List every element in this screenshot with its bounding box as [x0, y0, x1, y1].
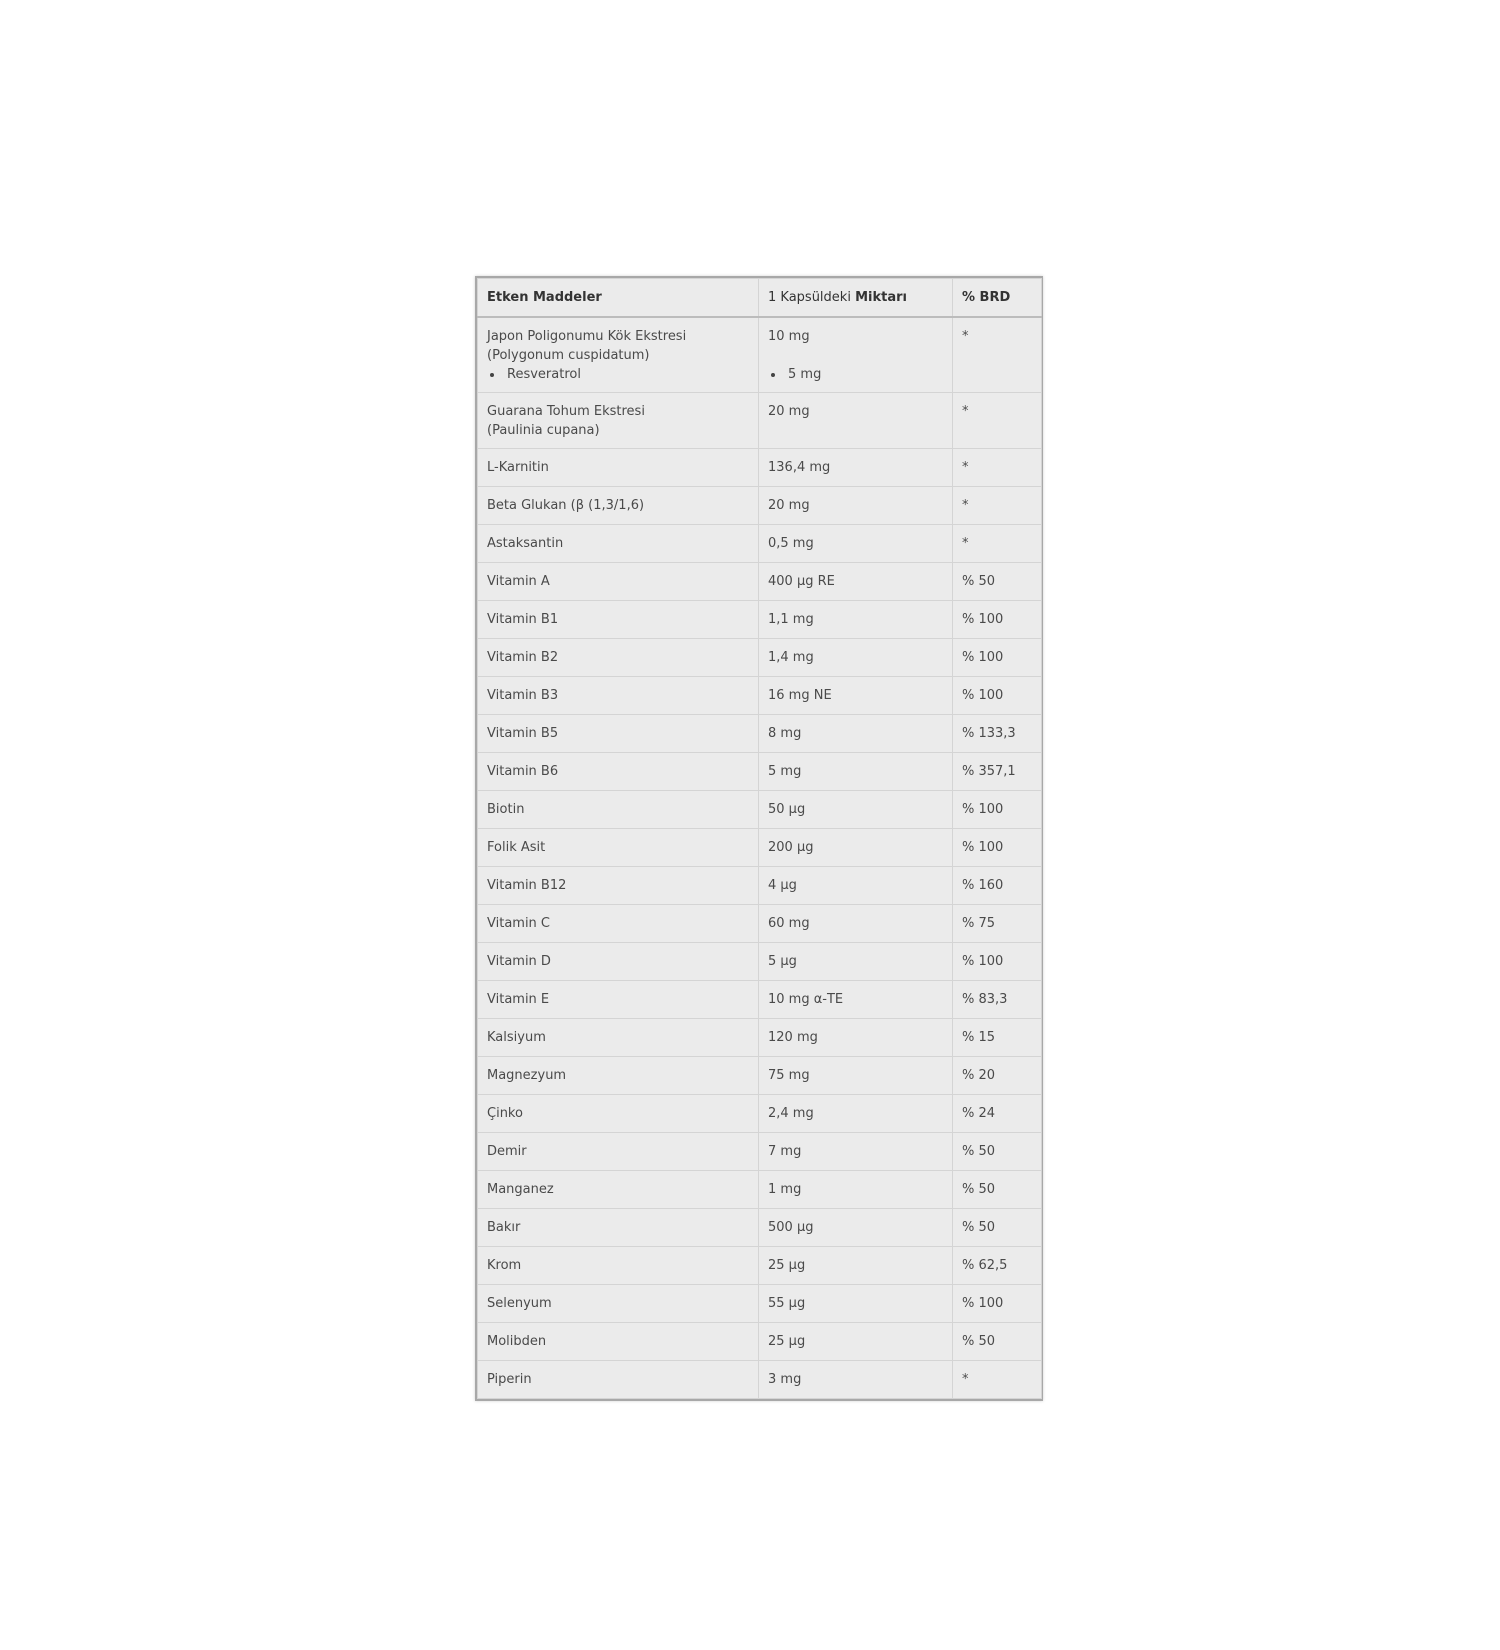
rda-cell: % 100 — [953, 943, 1042, 981]
ingredient-latin-name: (Polygonum cuspidatum) — [487, 348, 650, 363]
table-row — [478, 867, 1042, 905]
table-row — [478, 943, 1042, 981]
ingredient-cell: Folik Asit — [478, 829, 759, 867]
amount-cell: 55 µg — [759, 1285, 953, 1323]
table-row — [478, 677, 1042, 715]
rda-cell: * — [953, 1361, 1042, 1399]
table-row — [478, 1285, 1042, 1323]
amount-cell: 16 mg NE — [759, 677, 953, 715]
amount-value: 10 mg — [768, 329, 810, 344]
ingredient-cell: Piperin — [478, 1361, 759, 1399]
rda-cell: % 50 — [953, 1209, 1042, 1247]
table-row — [478, 317, 1042, 393]
table-row — [478, 905, 1042, 943]
amount-cell: 1 mg — [759, 1171, 953, 1209]
ingredient-cell: Magnezyum — [478, 1057, 759, 1095]
amount-cell: 60 mg — [759, 905, 953, 943]
amount-cell: 25 µg — [759, 1323, 953, 1361]
amount-cell: 7 mg — [759, 1133, 953, 1171]
rda-cell: % 100 — [953, 677, 1042, 715]
ingredient-cell: Molibden — [478, 1323, 759, 1361]
amount-cell: 0,5 mg — [759, 525, 953, 563]
amount-cell: 5 µg — [759, 943, 953, 981]
ingredient-cell: Vitamin B6 — [478, 753, 759, 791]
table-row — [478, 1133, 1042, 1171]
rda-cell: % 133,3 — [953, 715, 1042, 753]
rda-cell: % 100 — [953, 601, 1042, 639]
amount-cell: 1,1 mg — [759, 601, 953, 639]
ingredient-cell: Vitamin A — [478, 563, 759, 601]
table-row — [478, 639, 1042, 677]
amount-cell: 4 µg — [759, 867, 953, 905]
amount-cell: 500 µg — [759, 1209, 953, 1247]
ingredient-cell: Vitamin B5 — [478, 715, 759, 753]
ingredients-table-container — [475, 276, 1043, 1401]
table-row — [478, 563, 1042, 601]
rda-cell: % 20 — [953, 1057, 1042, 1095]
rda-cell: % 160 — [953, 867, 1042, 905]
ingredient-name: Japon Poligonumu Kök Ekstresi — [487, 329, 687, 344]
ingredient-cell: Vitamin C — [478, 905, 759, 943]
table-row — [478, 449, 1042, 487]
header-amount: 1 Kapsüldeki Miktarı — [759, 279, 953, 318]
rda-cell: * — [953, 317, 1042, 393]
amount-cell: 136,4 mg — [759, 449, 953, 487]
ingredient-cell: L-Karnitin — [478, 449, 759, 487]
ingredient-cell: Biotin — [478, 791, 759, 829]
table-row — [478, 393, 1042, 449]
rda-cell: % 75 — [953, 905, 1042, 943]
rda-cell: * — [953, 487, 1042, 525]
table-row — [478, 829, 1042, 867]
amount-cell: 20 mg — [759, 393, 953, 449]
amount-cell — [759, 317, 953, 393]
table-row — [478, 1057, 1042, 1095]
rda-cell: * — [953, 449, 1042, 487]
amount-cell: 3 mg — [759, 1361, 953, 1399]
rda-cell: % 100 — [953, 791, 1042, 829]
ingredient-cell: Astaksantin — [478, 525, 759, 563]
table-row — [478, 1171, 1042, 1209]
header-rda: % BRD — [953, 279, 1042, 318]
amount-cell: 8 mg — [759, 715, 953, 753]
table-row — [478, 1247, 1042, 1285]
ingredient-cell: Demir — [478, 1133, 759, 1171]
rda-cell: % 83,3 — [953, 981, 1042, 1019]
rda-cell: % 50 — [953, 1133, 1042, 1171]
amount-cell: 25 µg — [759, 1247, 953, 1285]
header-ingredient: Etken Maddeler — [478, 279, 759, 318]
rda-cell: % 100 — [953, 639, 1042, 677]
table-row — [478, 487, 1042, 525]
ingredient-cell: Vitamin B1 — [478, 601, 759, 639]
amount-cell: 50 µg — [759, 791, 953, 829]
ingredient-cell: Beta Glukan (β (1,3/1,6) — [478, 487, 759, 525]
amount-cell: 2,4 mg — [759, 1095, 953, 1133]
rda-cell: % 50 — [953, 1323, 1042, 1361]
ingredient-cell: Kalsiyum — [478, 1019, 759, 1057]
ingredients-table — [477, 278, 1042, 1399]
table-header-row — [478, 279, 1042, 318]
rda-cell: % 62,5 — [953, 1247, 1042, 1285]
ingredient-cell: Selenyum — [478, 1285, 759, 1323]
table-row — [478, 1209, 1042, 1247]
rda-cell: % 50 — [953, 1171, 1042, 1209]
ingredient-cell: Vitamin B3 — [478, 677, 759, 715]
ingredient-cell: Vitamin D — [478, 943, 759, 981]
amount-cell: 5 mg — [759, 753, 953, 791]
rda-cell: % 357,1 — [953, 753, 1042, 791]
table-row — [478, 1095, 1042, 1133]
table-row — [478, 1323, 1042, 1361]
table-row — [478, 601, 1042, 639]
ingredient-name: Guarana Tohum Ekstresi — [487, 404, 645, 419]
rda-cell: % 100 — [953, 829, 1042, 867]
rda-cell: % 24 — [953, 1095, 1042, 1133]
table-row — [478, 1361, 1042, 1399]
rda-cell: * — [953, 525, 1042, 563]
ingredient-cell: Vitamin B2 — [478, 639, 759, 677]
amount-cell: 400 µg RE — [759, 563, 953, 601]
amount-cell: 10 mg α-TE — [759, 981, 953, 1019]
table-row — [478, 791, 1042, 829]
amount-cell: 200 µg — [759, 829, 953, 867]
table-row — [478, 525, 1042, 563]
table-row — [478, 753, 1042, 791]
table-row — [478, 1019, 1042, 1057]
ingredient-cell: Krom — [478, 1247, 759, 1285]
ingredient-latin-name: (Paulinia cupana) — [487, 423, 600, 438]
amount-cell: 75 mg — [759, 1057, 953, 1095]
table-row — [478, 981, 1042, 1019]
ingredient-cell: Vitamin B12 — [478, 867, 759, 905]
amount-cell: 1,4 mg — [759, 639, 953, 677]
rda-cell: * — [953, 393, 1042, 449]
rda-cell: % 15 — [953, 1019, 1042, 1057]
rda-cell: % 50 — [953, 563, 1042, 601]
sub-ingredient: Resveratrol — [487, 365, 758, 384]
amount-cell: 120 mg — [759, 1019, 953, 1057]
table-row — [478, 715, 1042, 753]
ingredient-cell — [478, 317, 759, 393]
ingredient-cell: Çinko — [478, 1095, 759, 1133]
ingredient-cell: Bakır — [478, 1209, 759, 1247]
ingredient-cell — [478, 393, 759, 449]
ingredient-cell: Manganez — [478, 1171, 759, 1209]
ingredient-cell: Vitamin E — [478, 981, 759, 1019]
rda-cell: % 100 — [953, 1285, 1042, 1323]
amount-cell: 20 mg — [759, 487, 953, 525]
sub-amount: 5 mg — [768, 365, 952, 384]
